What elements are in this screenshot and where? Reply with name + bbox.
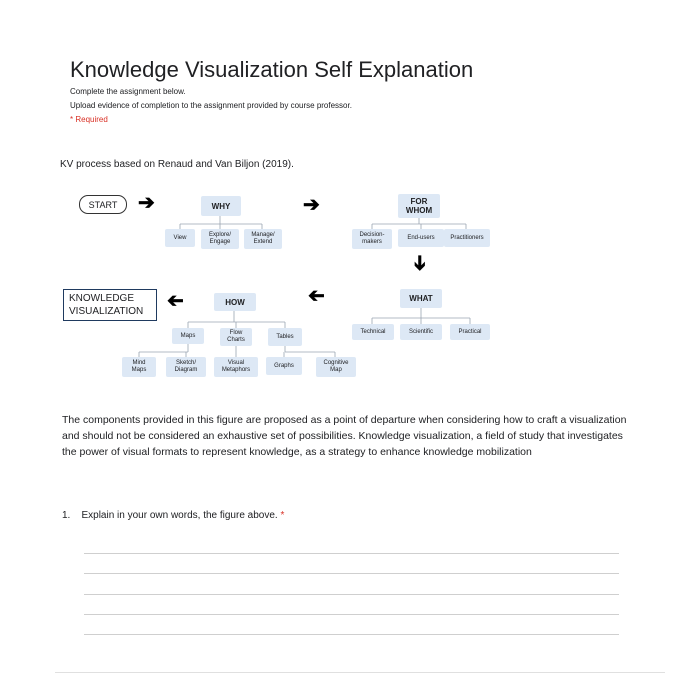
answer-line [84,573,619,574]
how-child-flow-charts: Flow Charts [220,328,252,346]
for-whom-child-practitioners: Practitioners [444,229,490,247]
arrow-right-icon: ➔ [138,192,155,214]
why-child-explore: Explore/ Engage [201,229,239,249]
form-title: Knowledge Visualization Self Explanation [70,57,474,82]
how-grandchild-cognitive-map: Cognitive Map [316,357,356,377]
why-child-view: View [165,229,195,247]
arrow-left-icon: ➔ [167,290,184,312]
answer-line [84,634,619,635]
answer-input-area[interactable] [84,535,619,645]
how-grandchild-mind-maps: Mind Maps [122,357,156,377]
answer-line [84,594,619,595]
figure-caption: KV process based on Renaud and Van Biljon (2019). [60,159,294,170]
what-node: WHAT [400,289,442,308]
form-description-line-2: Upload evidence of completion to the assignment provided by course professor. [70,101,352,110]
required-note: * Required [70,115,108,124]
how-child-tables: Tables [268,328,302,346]
why-child-manage: Manage/ Extend [244,229,282,249]
bottom-divider [55,672,665,673]
for-whom-child-decision-makers: Decision- makers [352,229,392,249]
what-child-technical: Technical [352,324,394,340]
what-child-scientific: Scientific [400,324,442,340]
question-number: 1. [62,510,71,521]
why-node: WHY [201,196,241,216]
how-grandchild-visual-metaphors: Visual Metaphors [214,357,258,377]
knowledge-visualization-node: KNOWLEDGE VISUALIZATION [63,289,157,321]
arrow-right-icon: ➔ [303,194,320,216]
figure-explanation-text: The components provided in this figure are proposed as a point of departure when considering how to craft a visualization and should not be considered an exhaustive set of possibilities. Knowledge visualization, a field of study that investigates the power of visual formats to represent knowledge, as a strategy to enhance knowledge mobilization [62,414,627,458]
form-description-line-1: Complete the assignment below. [70,87,186,96]
how-child-maps: Maps [172,328,204,344]
how-grandchild-sketch-diagram: Sketch/ Diagram [166,357,206,377]
question-text: Explain in your own words, the figure above. [81,510,278,521]
arrow-left-icon: ➔ [308,285,325,307]
arrow-down-icon: ➔ [408,254,431,272]
answer-line [84,553,619,554]
how-node: HOW [214,293,256,311]
question-1 [62,510,284,521]
start-node: START [79,195,127,214]
answer-line [84,614,619,615]
for-whom-child-end-users: End-users [398,229,444,247]
required-asterisk: * [280,510,285,521]
what-child-practical: Practical [450,324,490,340]
how-grandchild-graphs: Graphs [266,357,302,375]
for-whom-node: FOR WHOM [398,194,440,218]
